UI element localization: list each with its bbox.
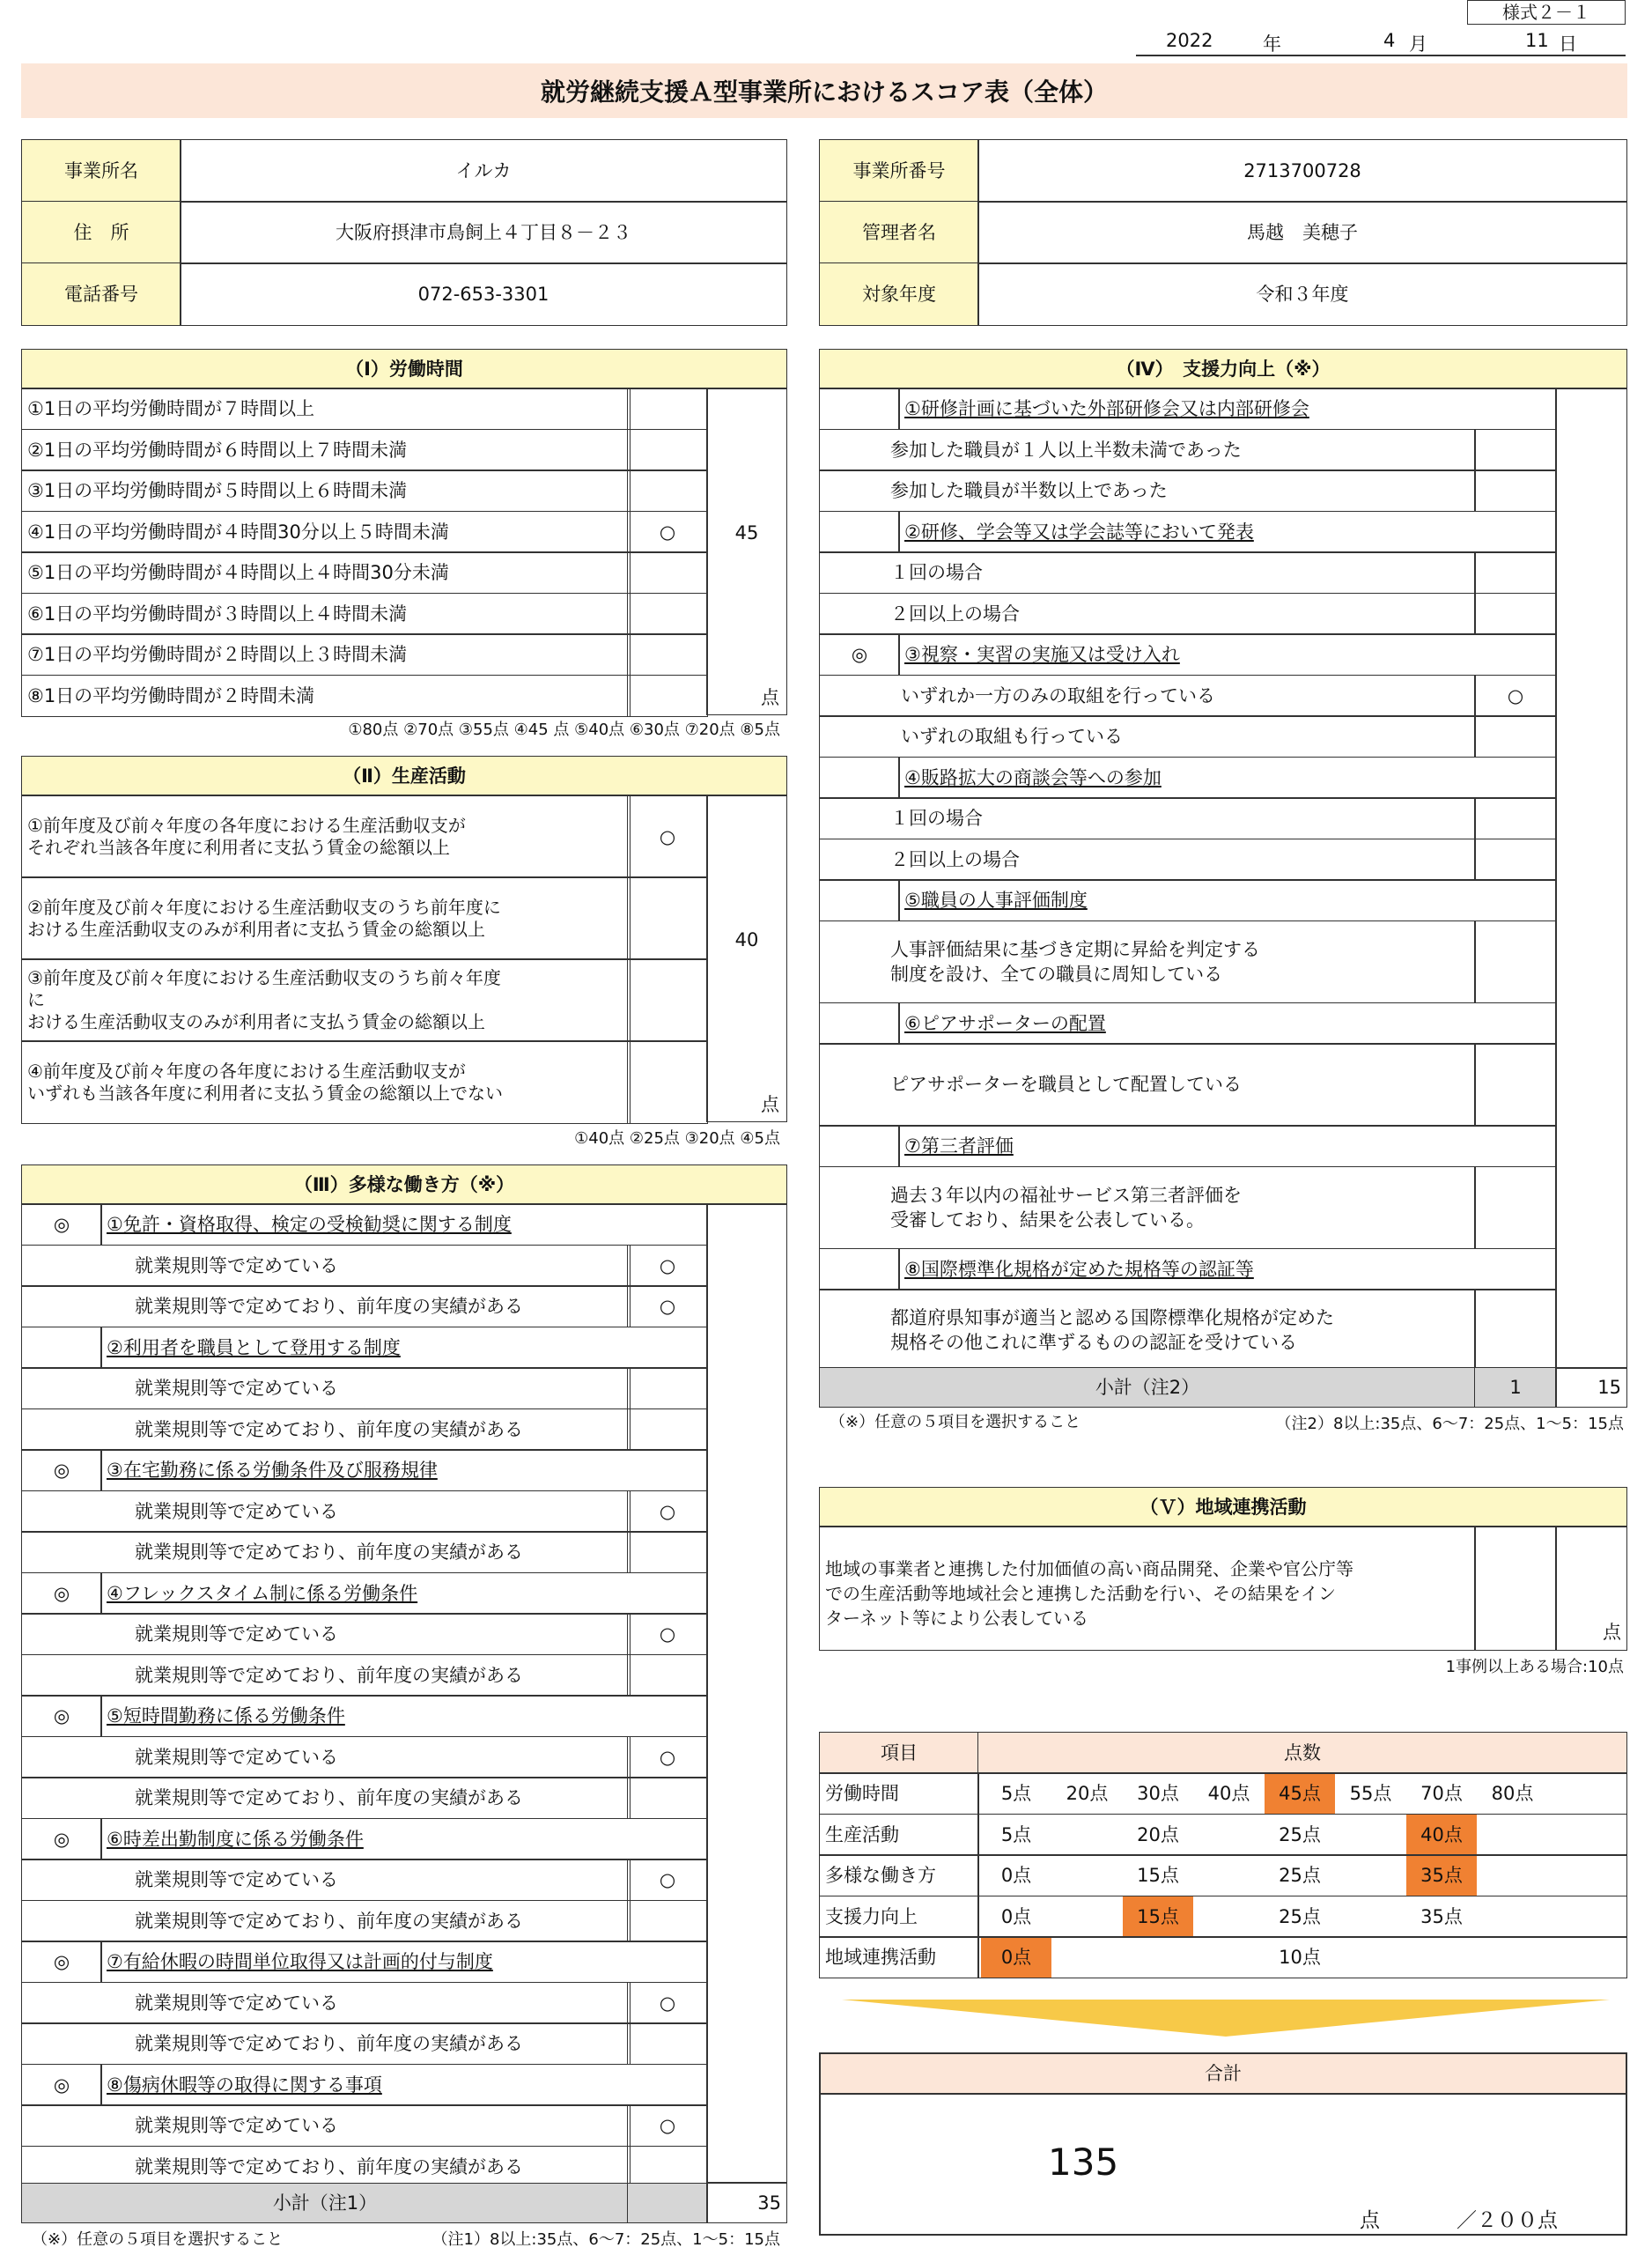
summary-score-cell [1336, 1815, 1406, 1854]
section-4-item-title: ①研修計画に基づいた外部研修会又は内部研修会 [898, 388, 1557, 430]
section-4-item-mark [1474, 1289, 1557, 1372]
section-4-item-sub: いずれか一方のみの取組を行っている [819, 675, 1476, 717]
section-1-row-label: ⑧1日の平均労働時間が２時間未満 [21, 675, 631, 717]
section-1-row-mark [627, 633, 708, 676]
section-4-item-select[interactable] [819, 1125, 900, 1167]
section-4-item-title: ⑥ピアサポーターの配置 [898, 1002, 1557, 1045]
section-2-row-label: ④前年度及び前々年度の各年度における生産活動収支が いずれも当該各年度に利用者に支払う賃金の総額以上でない [21, 1040, 631, 1124]
section-3-item-title: ①免許・資格取得、検定の受検勧奨に関する制度 [100, 1203, 708, 1246]
summary-score-cell: 25点 [1279, 1823, 1321, 1845]
form-code: 様式２－１ [1467, 0, 1626, 25]
summary-score-cell: 30点 [1137, 1783, 1179, 1804]
total-value: 135 [1048, 2140, 1119, 2184]
section-4-item-mark [1474, 593, 1557, 635]
section-4-note-right: （注2）8以上:35点、6～7：25点、1～5：15点 [1275, 1415, 1624, 1433]
manager-label: 管理者名 [819, 201, 979, 264]
section-3-item-sub-1: 就業規則等で定めている [21, 1736, 631, 1778]
section-2-score: 40 [734, 929, 759, 950]
section-4-item-mark: ○ [1474, 675, 1557, 717]
section-3-item-sub-1: 就業規則等で定めている [21, 1490, 631, 1533]
section-4-item-sub: 過去３年以内の福祉サービス第三者評価を 受審しており、結果を公表している。 [819, 1166, 1476, 1250]
section-2-row-label: ②前年度及び前々年度における生産活動収支のうち前年度に おける生産活動収支のみが利用者に支払う賃金の総額以上 [21, 876, 631, 960]
summary-score-cell: 80点 [1491, 1783, 1534, 1804]
section-1-row-label: ③1日の平均労働時間が５時間以上６時間未満 [21, 469, 631, 512]
section-4-item-title: ③視察・実習の実施又は受け入れ [898, 633, 1557, 676]
section-1-row-mark [627, 551, 708, 594]
section-2-row-mark [627, 876, 708, 960]
section-4-item-select[interactable] [819, 1248, 900, 1290]
section-3-score-col [706, 1203, 787, 2183]
summary-score-cell [1336, 1856, 1406, 1896]
section-3-header: （Ⅲ）多様な働き方（※） [21, 1164, 787, 1205]
section-3-item-mark-1: ○ [627, 1490, 708, 1533]
summary-row-label: 支援力向上 [819, 1896, 979, 1938]
summary-score-cell: 15点 [1123, 1896, 1193, 1936]
section-3-item-sub-1: 就業規則等で定めている [21, 1367, 631, 1409]
section-1-note: ①80点 ②70点 ③55点 ④45 点 ⑤40点 ⑥30点 ⑦20点 ⑧5点 [348, 721, 780, 739]
section-1-row-label: ②1日の平均労働時間が６時間以上７時間未満 [21, 429, 631, 471]
section-3-item-select[interactable]: ◎ [21, 1818, 102, 1860]
section-2-row-mark [627, 958, 708, 1042]
section-3-item-mark-2 [627, 2022, 708, 2065]
section-4-item-mark [1474, 839, 1557, 881]
section-3-item-sub-1: 就業規則等で定めている [21, 1982, 631, 2024]
summary-score-cell [1123, 1938, 1193, 1978]
section-3-item-mark-2 [627, 1408, 708, 1451]
section-4-subtotal-cell [1555, 1367, 1627, 1408]
summary-col-score: 点数 [977, 1732, 1627, 1774]
section-4-item-sub: ピアサポーターを職員として配置している [819, 1043, 1476, 1127]
section-3-item-mark-2 [627, 1531, 708, 1573]
summary-col-item: 項目 [819, 1732, 979, 1774]
down-arrow-icon [842, 1996, 1610, 2040]
office-number-label: 事業所番号 [819, 139, 979, 203]
section-4-subtotal-count: 1 [1474, 1367, 1557, 1408]
summary-score-cell: 0点 [1000, 1905, 1032, 1927]
section-3-item-sub-2: 就業規則等で定めており、前年度の実績がある [21, 2146, 631, 2188]
page-title: 就労継続支援Ａ型事業所におけるスコア表（全体） [540, 78, 1108, 107]
section-3-item-select[interactable]: ◎ [21, 1572, 102, 1615]
section-1-unit: 点 [761, 687, 779, 708]
manager-value: 馬越 美穂子 [977, 201, 1627, 264]
section-1-row-label: ⑤1日の平均労働時間が４時間以上４時間30分未満 [21, 551, 631, 594]
section-3-item-sub-1: 就業規則等で定めている [21, 1613, 631, 1655]
section-4-item-sub: 参加した職員が１人以上半数未満であった [819, 429, 1476, 471]
summary-score-cell: 20点 [1137, 1823, 1179, 1845]
address-value: 大阪府摂津市鳥飼上４丁目８－２３ [180, 201, 787, 264]
section-3-item-sub-2: 就業規則等で定めており、前年度の実績がある [21, 1777, 631, 1819]
summary-score-cell: 40点 [1207, 1783, 1250, 1804]
section-4-item-sub: ２回以上の場合 [819, 839, 1476, 881]
section-4-item-mark [1474, 1166, 1557, 1250]
summary-score-cell [1478, 1896, 1548, 1936]
section-2-row-mark: ○ [627, 795, 708, 878]
section-5-unit: 点 [1603, 1622, 1621, 1643]
section-3-item-select[interactable]: ◎ [21, 1941, 102, 1983]
date-underline [1136, 55, 1626, 56]
section-3-note-left: （※）任意の５項目を選択すること [32, 2230, 284, 2249]
section-3-item-mark-2 [627, 2146, 708, 2188]
section-4-item-mark [1474, 429, 1557, 471]
section-3-subtotal: 35 [757, 2192, 781, 2214]
summary-score-cell [1052, 1896, 1123, 1936]
section-4-item-mark [1474, 797, 1557, 839]
section-5-note: 1事例以上ある場合:10点 [1445, 1658, 1624, 1676]
section-3-item-sub-1: 就業規則等で定めている [21, 1859, 631, 1901]
section-3-item-mark-2 [627, 1900, 708, 1942]
section-4-item-mark [1474, 920, 1557, 1004]
section-4-item-mark [1474, 1043, 1557, 1127]
section-3-item-mark-1: ○ [627, 1245, 708, 1287]
section-4-item-select[interactable] [819, 1002, 900, 1045]
summary-score-cell [1478, 1938, 1548, 1978]
section-1-row-mark [627, 469, 708, 512]
section-3-item-title: ⑧傷病休暇等の取得に関する事項 [100, 2064, 708, 2106]
section-3-item-title: ⑦有給休暇の時間単位取得又は計画的付与制度 [100, 1941, 708, 1983]
office-name-value: イルカ [180, 139, 787, 203]
summary-score-cell: 35点 [1420, 1905, 1463, 1927]
section-4-item-title: ⑤職員の人事評価制度 [898, 879, 1557, 921]
section-3-item-mark-2 [627, 1654, 708, 1697]
summary-score-cell [1194, 1896, 1265, 1936]
date-month-unit: 月 [1409, 33, 1427, 55]
summary-row-label: 労働時間 [819, 1772, 979, 1815]
summary-score-cell [1336, 1896, 1406, 1936]
section-3-item-title: ⑥時差出勤制度に係る労働条件 [100, 1818, 708, 1860]
summary-score-cell [1194, 1938, 1265, 1978]
section-3-item-sub-1: 就業規則等で定めている [21, 1245, 631, 1287]
summary-row-label: 生産活動 [819, 1814, 979, 1856]
section-3-subtotal-mark [627, 2183, 708, 2223]
section-1-row-mark [627, 593, 708, 635]
section-4-item-sub: １回の場合 [819, 551, 1476, 594]
section-1-row-label: ⑦1日の平均労働時間が２時間以上３時間未満 [21, 633, 631, 676]
section-3-item-sub-2: 就業規則等で定めており、前年度の実績がある [21, 1285, 631, 1327]
summary-score-cell [1052, 1938, 1123, 1978]
section-3-item-select[interactable]: ◎ [21, 1203, 102, 1246]
section-4-item-title: ④販路拡大の商談会等への参加 [898, 757, 1557, 799]
section-1-row-label: ④1日の平均労働時間が４時間30分以上５時間未満 [21, 511, 631, 553]
section-3-item-sub-2: 就業規則等で定めており、前年度の実績がある [21, 1654, 631, 1697]
summary-score-cell [1052, 1815, 1123, 1854]
section-2-row-label: ③前年度及び前々年度における生産活動収支のうち前々年度 に おける生産活動収支のみが利用者に支払う賃金の総額以上 [21, 958, 631, 1042]
target-year-label: 対象年度 [819, 262, 979, 326]
section-3-item-mark-1: ○ [627, 2104, 708, 2147]
section-1-row-label: ⑥1日の平均労働時間が３時間以上４時間未満 [21, 593, 631, 635]
summary-score-cell [1478, 1856, 1548, 1896]
summary-row-label: 多様な働き方 [819, 1854, 979, 1896]
summary-score-cell: 15点 [1137, 1865, 1179, 1886]
date-year-unit: 年 [1263, 33, 1281, 55]
total-unit: 点 [1360, 2209, 1380, 2232]
summary-score-cell: 40点 [1406, 1815, 1477, 1854]
summary-score-cell: 25点 [1279, 1905, 1321, 1927]
section-3-item-mark-1: ○ [627, 1859, 708, 1901]
section-5-text: 地域の事業者と連携した付加価値の高い商品開発、企業や官公庁等 での生産活動等地域社会と連携した活動を行い、その結果をイン ターネット等により公表している [819, 1526, 1476, 1651]
summary-score-cell [1406, 1938, 1477, 1978]
section-5-header: （Ｖ）地域連携活動 [819, 1487, 1627, 1527]
section-4-item-sub: 都道府県知事が適当と認める国際標準化規格が定めた 規格その他これに準ずるものの認証を受けている [819, 1289, 1476, 1372]
section-4-item-select[interactable]: ◎ [819, 633, 900, 676]
summary-score-cell: 0点 [981, 1938, 1051, 1978]
summary-score-cell [1194, 1856, 1265, 1896]
section-2-row-label: ①前年度及び前々年度の各年度における生産活動収支が それぞれ当該各年度に利用者に支払う賃金の総額以上 [21, 795, 631, 878]
section-5-mark [1474, 1526, 1557, 1651]
summary-score-cell: 35点 [1406, 1856, 1477, 1896]
section-3-item-sub-2: 就業規則等で定めており、前年度の実績がある [21, 1408, 631, 1451]
section-4-item-sub: いずれの取組も行っている [819, 715, 1476, 758]
summary-score-cell: 5点 [1000, 1823, 1032, 1845]
summary-score-cell: 0点 [1000, 1865, 1032, 1886]
section-3-note-right: （注1）8以上:35点、6～7：25点、1～5：15点 [431, 2230, 780, 2249]
summary-row-label: 地域連携活動 [819, 1936, 979, 1978]
section-4-item-select[interactable] [819, 511, 900, 553]
date-month: 4 [1383, 30, 1396, 51]
section-4-item-title: ⑦第三者評価 [898, 1125, 1557, 1167]
summary-score-cell [1194, 1815, 1265, 1854]
section-1-header: （Ⅰ）労働時間 [21, 349, 787, 389]
summary-score-cell: 55点 [1349, 1783, 1392, 1804]
section-1-score: 45 [734, 522, 759, 543]
section-3-item-title: ⑤短時間勤務に係る労働条件 [100, 1695, 708, 1737]
date-day-unit: 日 [1559, 33, 1577, 55]
section-1-row-mark: ○ [627, 511, 708, 553]
section-2-header: （Ⅱ）生産活動 [21, 756, 787, 796]
section-2-unit: 点 [761, 1094, 779, 1115]
section-1-row-label: ①1日の平均労働時間が７時間以上 [21, 388, 631, 430]
section-4-item-mark [1474, 469, 1557, 512]
section-4-score-col [1555, 388, 1627, 1369]
phone-label: 電話番号 [21, 262, 181, 326]
section-4-subtotal-label: 小計（注2） [819, 1367, 1476, 1408]
section-4-subtotal: 15 [1597, 1377, 1621, 1398]
section-3-item-title: ④フレックスタイム制に係る労働条件 [100, 1572, 708, 1615]
section-5-score-cell [1555, 1526, 1627, 1651]
section-4-item-mark [1474, 715, 1557, 758]
section-3-item-mark-2: ○ [627, 1285, 708, 1327]
section-4-item-mark [1474, 551, 1557, 594]
section-2-row-mark [627, 1040, 708, 1124]
section-4-item-select[interactable] [819, 388, 900, 430]
summary-score-cell: 5点 [1000, 1783, 1032, 1804]
section-3-item-mark-1 [627, 1367, 708, 1409]
section-4-header: （Ⅳ） 支援力向上（※） [819, 349, 1627, 389]
section-4-item-sub: 人事評価結果に基づき定期に昇給を判定する 制度を設け、全ての職員に周知している [819, 920, 1476, 1004]
section-1-row-mark [627, 388, 708, 430]
summary-score-cell: 45点 [1265, 1774, 1335, 1814]
section-4-item-sub: ２回以上の場合 [819, 593, 1476, 635]
section-4-item-sub: １回の場合 [819, 797, 1476, 839]
target-year-value: 令和３年度 [977, 262, 1627, 326]
summary-score-cell [1478, 1815, 1548, 1854]
section-1-row-mark [627, 429, 708, 471]
section-3-item-select[interactable]: ◎ [21, 2064, 102, 2106]
section-3-item-sub-2: 就業規則等で定めており、前年度の実績がある [21, 2022, 631, 2065]
section-3-item-mark-1: ○ [627, 1613, 708, 1655]
summary-score-cell: 70点 [1420, 1783, 1463, 1804]
address-label: 住 所 [21, 201, 181, 264]
section-1-score-cell [706, 388, 787, 715]
date-day: 11 [1525, 30, 1549, 51]
section-4-note-left: （※）任意の５項目を選択すること [830, 1413, 1081, 1431]
section-3-item-mark-1: ○ [627, 1982, 708, 2024]
office-name-label: 事業所名 [21, 139, 181, 203]
section-3-item-select[interactable]: ◎ [21, 1695, 102, 1737]
summary-score-cell [1336, 1938, 1406, 1978]
date-year: 2022 [1166, 30, 1213, 51]
office-number-value: 2713700728 [977, 139, 1627, 203]
section-3-item-mark-1: ○ [627, 1736, 708, 1778]
total-max: ／２００点 [1457, 2209, 1558, 2232]
summary-score-cell: 10点 [1279, 1947, 1321, 1968]
section-3-item-mark-2 [627, 1777, 708, 1819]
summary-score-cell [1052, 1856, 1123, 1896]
section-4-item-select[interactable] [819, 757, 900, 799]
section-1-row-mark [627, 675, 708, 717]
section-3-item-sub-2: 就業規則等で定めており、前年度の実績がある [21, 1531, 631, 1573]
section-2-score-cell [706, 795, 787, 1122]
summary-score-cell: 25点 [1279, 1865, 1321, 1886]
summary-score-cell: 20点 [1066, 1783, 1109, 1804]
section-2-note: ①40点 ②25点 ③20点 ④5点 [574, 1129, 780, 1148]
section-4-item-select[interactable] [819, 879, 900, 921]
page-title-bar [21, 63, 1627, 118]
section-3-item-select[interactable] [21, 1327, 102, 1369]
total-label: 合計 [819, 2052, 1627, 2095]
section-4-item-title: ⑧国際標準化規格が定めた規格等の認証等 [898, 1248, 1557, 1290]
phone-value: 072-653-3301 [180, 262, 787, 326]
section-4-item-sub: 参加した職員が半数以上であった [819, 469, 1476, 512]
section-4-item-title: ②研修、学会等又は学会誌等において発表 [898, 511, 1557, 553]
section-3-subtotal-label: 小計（注1） [21, 2183, 629, 2223]
section-3-item-select[interactable]: ◎ [21, 1449, 102, 1491]
section-3-subtotal-cell [706, 2183, 787, 2223]
section-3-item-sub-2: 就業規則等で定めており、前年度の実績がある [21, 1900, 631, 1942]
section-3-item-sub-1: 就業規則等で定めている [21, 2104, 631, 2147]
section-3-item-title: ③在宅勤務に係る労働条件及び服務規律 [100, 1449, 708, 1491]
section-3-item-title: ②利用者を職員として登用する制度 [100, 1327, 708, 1369]
